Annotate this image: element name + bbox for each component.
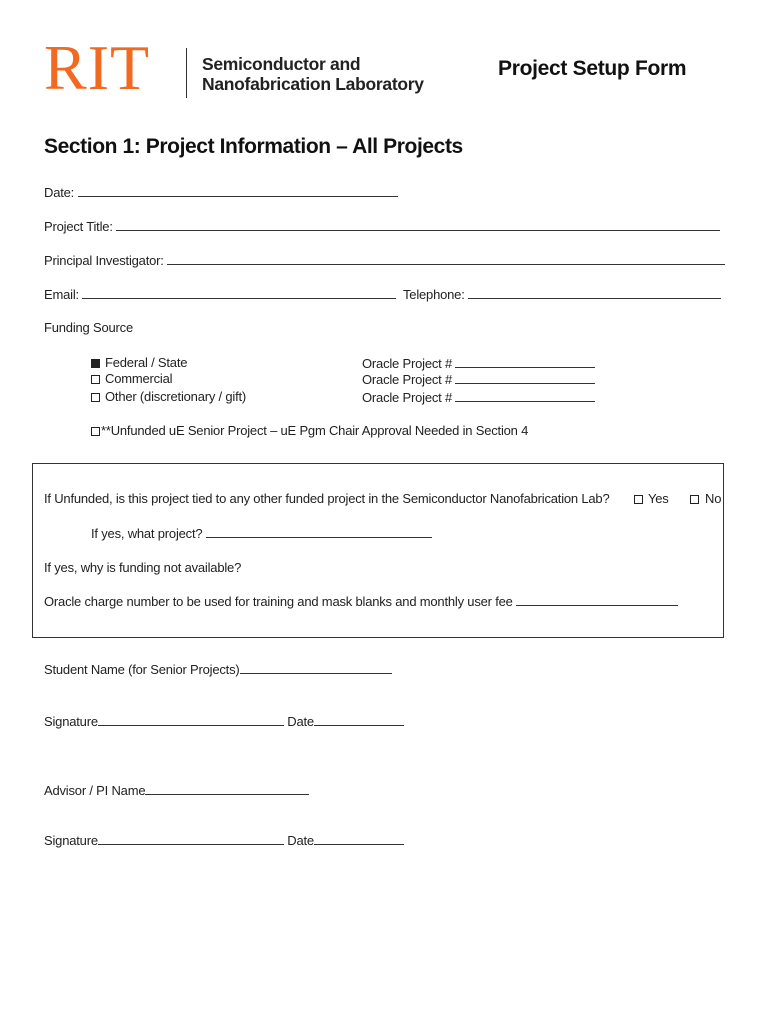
date-label: Date (287, 714, 314, 729)
project-title-field[interactable] (116, 218, 720, 231)
date-row (44, 184, 398, 201)
oracle-row-3 (362, 389, 595, 406)
advisor-signature-row (44, 832, 404, 849)
oracle-row-2 (362, 371, 595, 388)
pi-field[interactable] (167, 252, 725, 265)
rit-logo: RIT (44, 32, 151, 103)
lab-name (202, 54, 424, 94)
checkbox-yes[interactable] (634, 495, 643, 504)
lab-name-line1: Semiconductor and (202, 54, 361, 74)
telephone-field[interactable] (468, 286, 721, 299)
student-date-field[interactable] (314, 713, 404, 726)
logo-divider (186, 48, 187, 98)
lab-name-line2: Nanofabrication Laboratory (202, 74, 424, 94)
section-heading: Section 1: Project Information – All Projects (44, 135, 463, 158)
student-signature-row (44, 713, 404, 730)
yes-label: Yes (648, 491, 669, 506)
advisor-date-field[interactable] (314, 832, 404, 845)
funding-option-federal[interactable] (91, 355, 187, 371)
unfunded-question: If Unfunded, is this project tied to any other funded project in the Semiconductor Nanofabrication Lab? (44, 491, 610, 506)
advisor-name-field[interactable] (145, 782, 309, 795)
funding-option-label: Commercial (105, 371, 173, 386)
oracle-charge-field[interactable] (516, 593, 678, 606)
funding-label: Funding Source (44, 320, 133, 335)
oracle-label: Oracle Project # (362, 390, 453, 405)
student-name-row (44, 661, 392, 678)
checkbox-commercial[interactable] (91, 375, 100, 384)
project-title-row (44, 218, 720, 235)
student-name-label: Student Name (for Senior Projects) (44, 662, 240, 677)
funding-option-label: Other (discretionary / gift) (105, 389, 247, 404)
oracle-label: Oracle Project # (362, 372, 453, 387)
date-label: Date (287, 833, 314, 848)
oracle-field-1[interactable] (455, 355, 595, 368)
pi-label: Principal Investigator: (44, 253, 164, 268)
checkbox-no[interactable] (690, 495, 699, 504)
funding-option-other[interactable] (91, 389, 246, 405)
oracle-row-1 (362, 355, 595, 372)
student-signature-field[interactable] (98, 713, 284, 726)
date-field[interactable] (78, 184, 398, 197)
telephone-label: Telephone: (403, 287, 465, 302)
unfunded-label: **Unfunded uE Senior Project – uE Pgm Chair Approval Needed in Section 4 (101, 423, 529, 438)
checkbox-other[interactable] (91, 393, 100, 402)
checkbox-unfunded[interactable] (91, 427, 100, 436)
oracle-charge-label: Oracle charge number to be used for training and mask blanks and monthly user fee (44, 594, 513, 609)
project-title-label: Project Title: (44, 219, 113, 234)
checkbox-federal[interactable] (91, 359, 100, 368)
no-label: No (705, 491, 722, 506)
student-name-field[interactable] (240, 661, 392, 674)
form-title: Project Setup Form (498, 57, 687, 80)
oracle-field-3[interactable] (455, 389, 595, 402)
email-label: Email: (44, 287, 79, 302)
funding-option-label: Federal / State (105, 355, 188, 370)
why-label: If yes, why is funding not available? (44, 560, 242, 575)
email-field[interactable] (82, 286, 396, 299)
oracle-field-2[interactable] (455, 371, 595, 384)
signature-label: Signature (44, 833, 98, 848)
email-row (44, 286, 396, 303)
which-project-field[interactable] (206, 525, 432, 538)
advisor-name-row (44, 782, 309, 799)
advisor-signature-field[interactable] (98, 832, 284, 845)
unfunded-section-box (32, 463, 724, 638)
unfunded-option[interactable] (91, 423, 528, 439)
which-project-row (91, 525, 432, 542)
date-label: Date: (44, 185, 75, 200)
signature-label: Signature (44, 714, 98, 729)
pi-row (44, 252, 725, 269)
advisor-name-label: Advisor / PI Name (44, 783, 146, 798)
oracle-charge-row (44, 593, 678, 610)
yes-option[interactable] (634, 491, 669, 507)
which-project-label: If yes, what project? (91, 526, 203, 541)
funding-option-commercial[interactable] (91, 371, 172, 387)
no-option[interactable] (690, 491, 721, 507)
telephone-row (403, 286, 721, 303)
oracle-label: Oracle Project # (362, 356, 453, 371)
